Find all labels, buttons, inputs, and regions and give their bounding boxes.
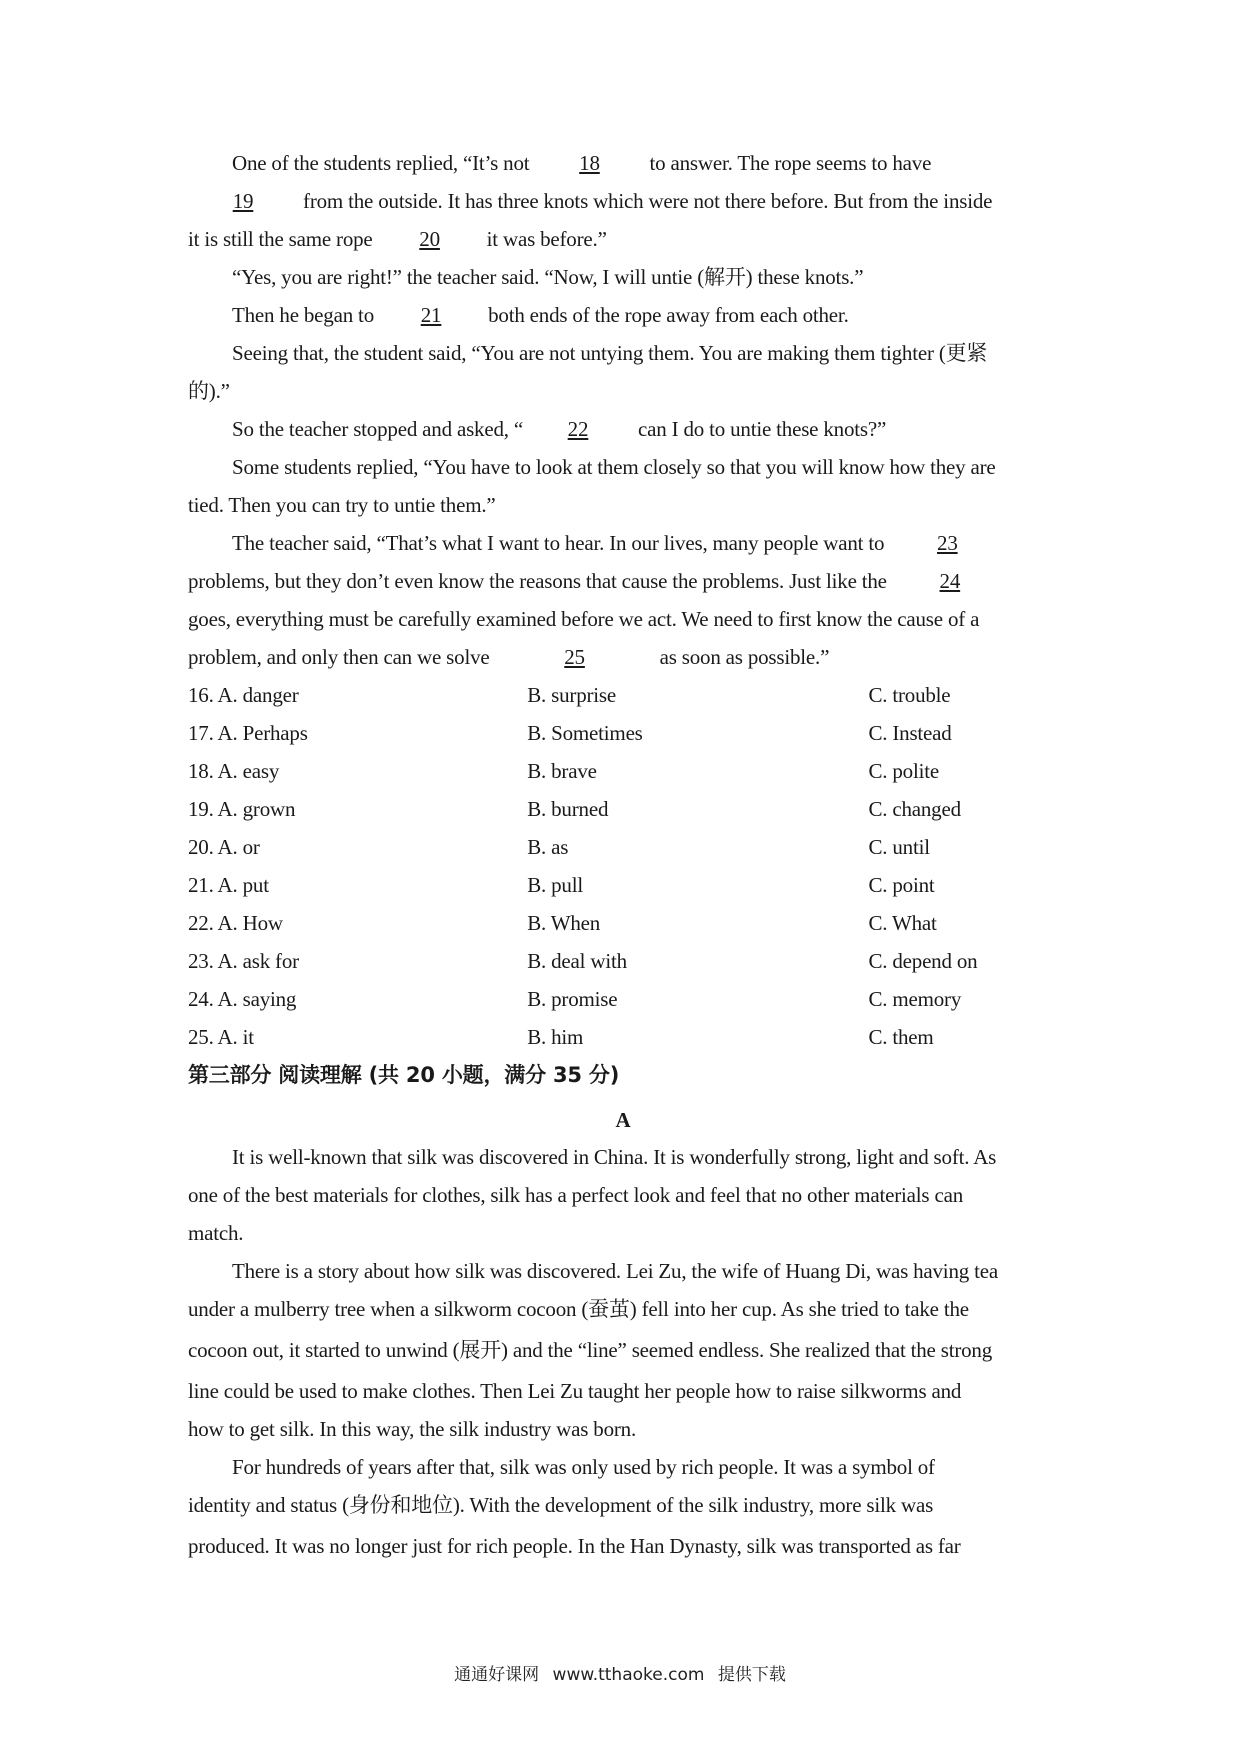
section-title: 第三部分 阅读理解 (共 20 小题，满分 35 分) — [188, 1063, 620, 1087]
text: can I do to untie these knots?” — [632, 417, 887, 441]
option-c: C. them — [868, 1025, 934, 1049]
option-a: 24. A. saying — [188, 987, 297, 1011]
reading-line: For hundreds of years after that, silk was only used by rich people. It was a symbol of — [232, 1455, 935, 1479]
option-b: B. deal with — [527, 949, 627, 973]
passage-line — [188, 298, 1058, 336]
blank-20: 20 — [419, 227, 440, 251]
option-row — [188, 678, 1058, 716]
page-footer — [0, 1660, 1240, 1685]
footer-site-name: 通通好课网 — [454, 1665, 540, 1685]
blank-22: 22 — [567, 417, 589, 441]
passage-line: Seeing that, the student said, “You are not untying them. You are making them tighter (更紧 — [232, 341, 988, 365]
option-c: C. What — [868, 911, 937, 935]
reading-line: identity and status (身份和地位). With the development of the silk industry, more silk was — [188, 1493, 934, 1517]
option-b: B. burned — [527, 797, 609, 821]
passage-line: tied. Then you can try to untie them.” — [188, 493, 496, 517]
text: The teacher said, “That’s what I want to hear. In our lives, many people want to — [232, 531, 890, 555]
reading-line: line could be used to make clothes. Then Lei Zu taught her people how to raise silkworms and — [188, 1379, 962, 1403]
option-b: B. as — [527, 835, 569, 859]
option-row — [188, 792, 1058, 830]
option-b: B. promise — [527, 987, 618, 1011]
blank-25: 25 — [564, 645, 585, 669]
option-row — [188, 868, 1058, 906]
passage-line — [188, 146, 1058, 184]
text: to answer. The rope seems to have — [644, 151, 932, 175]
text: it is still the same rope — [188, 227, 378, 251]
options-list — [188, 678, 1058, 1058]
reading-line: under a mulberry tree when a silkworm cocoon (蚕茧) fell into her cup. As she tried to take the — [188, 1297, 969, 1321]
footer-url[interactable]: www.tthaoke.com — [552, 1665, 705, 1685]
option-c: C. until — [868, 835, 930, 859]
option-row — [188, 944, 1058, 982]
option-c: C. Instead — [868, 721, 952, 745]
option-a: 23. A. ask for — [188, 949, 299, 973]
text: both ends of the rope away from each other. — [483, 303, 849, 327]
text: it was before.” — [481, 227, 607, 251]
option-a: 19. A. grown — [188, 797, 296, 821]
option-b: B. surprise — [527, 683, 617, 707]
option-c: C. changed — [868, 797, 961, 821]
reading-line: It is well-known that silk was discovered in China. It is wonderfully strong, light and soft. As — [232, 1145, 997, 1169]
passage-line: goes, everything must be carefully examined before we act. We need to first know the cause of a — [188, 607, 980, 631]
option-c: C. point — [868, 873, 935, 897]
reading-line: one of the best materials for clothes, silk has a perfect look and feel that no other materials can — [188, 1183, 963, 1207]
passage-line — [188, 184, 1058, 222]
option-row — [188, 906, 1058, 944]
blank-23: 23 — [937, 531, 958, 555]
text: problem, and only then can we solve — [188, 645, 495, 669]
option-row — [188, 830, 1058, 868]
reading-line: produced. It was no longer just for rich people. In the Han Dynasty, silk was transported as far — [188, 1534, 961, 1558]
document-body — [188, 146, 1058, 1567]
passage-line: 的).” — [188, 379, 230, 403]
option-c: C. trouble — [868, 683, 951, 707]
option-a: 22. A. How — [188, 911, 283, 935]
footer-suffix: 提供下载 — [717, 1665, 786, 1685]
option-a: 16. A. danger — [188, 683, 299, 707]
blank-24: 24 — [939, 569, 961, 593]
option-a: 17. A. Perhaps — [188, 721, 308, 745]
option-c: C. memory — [868, 987, 962, 1011]
reading-line: how to get silk. In this way, the silk industry was born. — [188, 1417, 637, 1441]
passage-line — [188, 640, 1058, 678]
option-b: B. When — [527, 911, 601, 935]
text: So the teacher stopped and asked, “ — [232, 417, 523, 441]
passage-line — [188, 412, 1058, 450]
option-row — [188, 716, 1058, 754]
text: One of the students replied, “It’s not — [232, 151, 535, 175]
passage-line — [188, 222, 1058, 260]
option-c: C. polite — [868, 759, 939, 783]
text: as soon as possible.” — [654, 645, 830, 669]
passage-line — [188, 526, 1058, 564]
option-b: B. Sometimes — [527, 721, 643, 745]
option-b: B. brave — [527, 759, 597, 783]
passage-line: “Yes, you are right!” the teacher said. “Now, I will untie (解开) these knots.” — [232, 265, 864, 289]
option-a: 25. A. it — [188, 1025, 254, 1049]
text: Then he began to — [232, 303, 380, 327]
passage-label: A — [615, 1108, 631, 1132]
blank-18: 18 — [579, 151, 600, 175]
reading-line: There is a story about how silk was discovered. Lei Zu, the wife of Huang Di, was having tea — [232, 1259, 998, 1283]
option-a: 21. A. put — [188, 873, 269, 897]
passage-line — [188, 564, 1058, 602]
option-row — [188, 754, 1058, 792]
reading-line: cocoon out, it started to unwind (展开) and the “line” seemed endless. She realized that the strong — [188, 1338, 993, 1362]
option-row — [188, 982, 1058, 1020]
option-b: B. pull — [527, 873, 583, 897]
option-c: C. depend on — [868, 949, 978, 973]
blank-21: 21 — [420, 303, 442, 327]
option-a: 18. A. easy — [188, 759, 280, 783]
blank-19: 19 — [232, 189, 254, 213]
text: problems, but they don’t even know the reasons that cause the problems. Just like the — [188, 569, 892, 593]
reading-line: match. — [188, 1221, 244, 1245]
option-b: B. him — [527, 1025, 584, 1049]
text: from the outside. It has three knots which were not there before. But from the inside — [298, 189, 993, 213]
option-a: 20. A. or — [188, 835, 260, 859]
option-row — [188, 1020, 1058, 1058]
passage-line: Some students replied, “You have to look at them closely so that you will know how they are — [232, 455, 996, 479]
